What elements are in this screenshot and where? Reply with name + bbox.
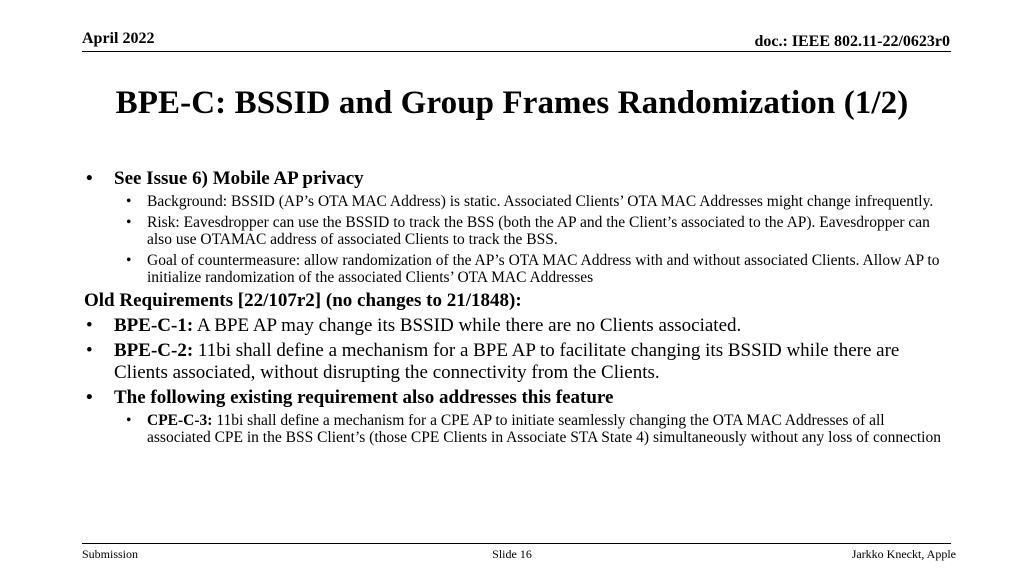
old-requirements-heading: Old Requirements [22/107r2] (no changes to 21/1848): [84,290,522,311]
sub-bullet-cpe-c-3 [84,412,944,446]
background-text: Background: BSSID (AP’s OTA MAC Address) is static. Associated Clients’ OTA MAC Addresses might change infrequently. [147,193,934,210]
sub-bullet-risk [84,214,944,248]
header-divider [82,51,951,52]
req1-label: BPE-C-1: [114,315,194,336]
bullet-following [84,387,944,409]
req2-text: 11bi shall define a mechanism for a BPE AP to facilitate changing its BSSID while there are Clients associated, without disrupting the connectivity from the Clients. [114,340,900,383]
req2-label: BPE-C-2: [114,340,194,361]
footer-divider [82,543,951,544]
footer-slide-number: Slide 16 [492,547,532,561]
header-doc-id: doc.: IEEE 802.11-22/0623r0 [754,33,950,50]
issue-text: See Issue 6) Mobile AP privacy [114,168,364,189]
footer-submission: Submission [82,547,139,561]
bullet-dot: • [86,340,93,361]
cpe-label: CPE-C-3: [147,412,213,429]
sub-bullet-goal [84,252,944,286]
goal-text: Goal of countermeasure: allow randomization of the AP’s OTA MAC Address with and without associated Clients. Allow AP to initialize randomization of the associated Clients’ OTA MAC Addresses [147,252,940,286]
slide-title: BPE-C: BSSID and Group Frames Randomization (1/2) [115,85,909,121]
slide-body [84,168,944,450]
bullet-dot: • [126,193,132,210]
req1-text: A BPE AP may change its BSSID while there are no Clients associated. [193,315,742,336]
sub-bullet-background [84,193,944,210]
bullet-bpe-c-2 [84,340,944,384]
bullet-dot: • [126,412,132,429]
bullet-bpe-c-1 [84,315,944,337]
bullet-dot: • [86,168,93,189]
footer-author: Jarkko Kneckt, Apple [851,547,956,561]
bullet-issue [84,168,944,190]
bullet-dot: • [86,387,93,408]
cpe-text: 11bi shall define a mechanism for a CPE AP to initiate seamlessly changing the OTA MAC Addresses of all associated CPE in the BSS Client’s (those CPE Clients in Associate STA State 4) simultaneously without any loss of connection [147,412,941,446]
following-text: The following existing requirement also addresses this feature [114,387,614,408]
bullet-dot: • [126,214,132,231]
bullet-dot: • [126,252,132,269]
bullet-dot: • [86,315,93,336]
risk-text: Risk: Eavesdropper can use the BSSID to track the BSS (both the AP and the Client’s associated to the AP). Eavesdropper can also use OTAMAC address of associated Clients to track the BSS. [147,214,930,248]
header-date: April 2022 [82,30,155,47]
